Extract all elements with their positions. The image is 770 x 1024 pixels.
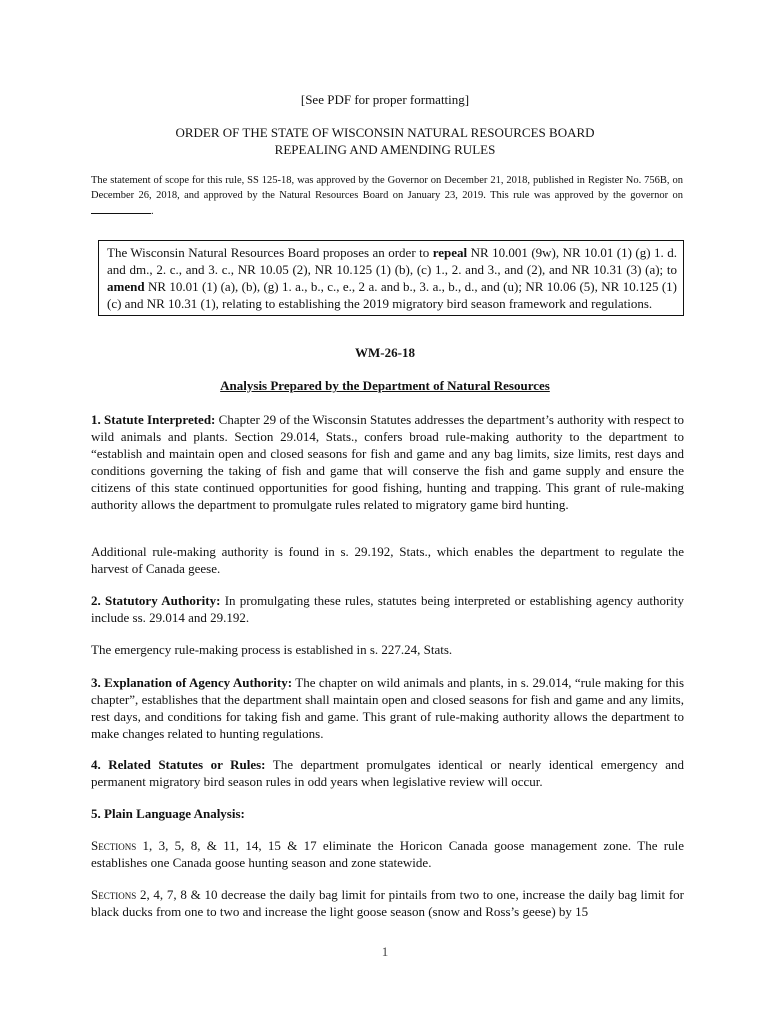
proposal-box [98,240,684,316]
scope-statement [91,173,683,219]
repeal-text: NR 10.001 (9w), NR 10.01 (1) (g) 1. d. and dm., 2. c., and 3. c., NR 10.05 (2), NR 10.125 (1) (b), (c) 1., 2. and 3., and (2), and NR 10.31 (3) (a); to [107,245,678,277]
analysis-title: Analysis Prepared by the Department of Natural Resources [220,378,550,393]
section-5-paragraph-1 [91,837,684,871]
section-5-p2-lead: Sections [91,887,137,902]
format-note: [See PDF for proper formatting] [300,92,470,107]
section-1-statute-interpreted [91,411,684,513]
section-2-heading: 2. Statutory Authority: [91,593,221,608]
amend-keyword: amend [107,279,145,294]
section-3-agency-authority [91,674,684,742]
order-title [0,124,770,158]
section-5-heading-text: 5. Plain Language Analysis: [91,806,245,821]
section-4-text: The department promulgates identical or nearly identical emergency and permanent migratory bird season rules in odd years when legislative review will occur. [91,757,684,789]
section-5-p1-lead: Sections [91,838,137,853]
section-2-text: In promulgating these rules, statutes being interpreted or establishing agency authority include ss. 29.014 and 29.192. [91,593,685,625]
section-1-text: Chapter 29 of the Wisconsin Statutes addresses the department’s authority with respect to wild animals and plants. Section 29.014, Stats., confers broad rule-making authority to the department to “establish and maintain open and closed seasons for fish and game and any bag limits, size limits, rest days and conditions governing the taking of fish and game that will conserve the fish and game supply and ensure the citizens of this state continued opportunities for good fishing, hunting and trapping. This grant of rule-making authority allows the department to promulgate rules related to migratory game bird hunting. [91,412,684,512]
repeal-keyword: repeal [432,245,468,260]
proposal-intro: The Wisconsin Natural Resources Board proposes an order to [107,245,433,260]
section-5-heading [91,805,684,822]
section-5-paragraph-2 [91,886,684,920]
section-3-heading: 3. Explanation of Agency Authority: [91,675,293,690]
docket-number: WM-26-18 [355,345,415,360]
scope-statement-end: . [151,206,154,217]
section-2-emergency: The emergency rule-making process is established in s. 227.24, Stats. [91,642,453,657]
section-3-text: The chapter on wild animals and plants, in s. 29.014, “rule making for this chapter”, establishes that the department shall maintain open and closed seasons for fish and game and any limits, rest days, and conditions for taking fish and game. This grant of rule-making authority allows the department to make changes related to hunting regulations. [91,675,684,741]
order-title-line1: ORDER OF THE STATE OF WISCONSIN NATURAL RESOURCES BOARD [175,125,595,140]
approval-date-blank [91,203,151,214]
page-number: 1 [381,944,389,959]
section-1-additional: Additional rule-making authority is found in s. 29.192, Stats., which enables the department to regulate the harvest of Canada geese. [91,544,684,576]
order-title-line2: REPEALING AND AMENDING RULES [274,142,496,157]
scope-statement-text: The statement of scope for this rule, SS 125-18, was approved by the Governor on December 21, 2018, published in Register No. 756B, on December 26, 2018, and approved by the Natural Resources Board on January 23, 2019. This rule was approved by the governor on [91,175,683,201]
section-2-statutory-authority [91,592,684,626]
amend-text: NR 10.01 (1) (a), (b), (g) 1. a., b., c., e., 2 a. and b., 3. a., b., d., and (u); NR 10.06 (5), NR 10.125 (1) (c) and NR 10.31 (1), relating to establishing the 2019 migratory bird season framework and regulations. [107,279,677,311]
section-4-related-statutes [91,756,684,790]
section-1-heading: 1. Statute Interpreted: [91,412,216,427]
section-5-p2-text: 2, 4, 7, 8 & 10 decrease the daily bag limit for pintails from two to one, increase the daily bag limit for black ducks from one to two and increase the light goose season (snow and Ross’s geese) by 15 [91,887,684,919]
section-4-heading: 4. Related Statutes or Rules: [91,757,266,772]
section-5-p1-text: 1, 3, 5, 8, & 11, 14, 15 & 17 eliminate the Horicon Canada goose management zone. The rule establishes one Canada goose hunting season and zone statewide. [91,838,684,870]
